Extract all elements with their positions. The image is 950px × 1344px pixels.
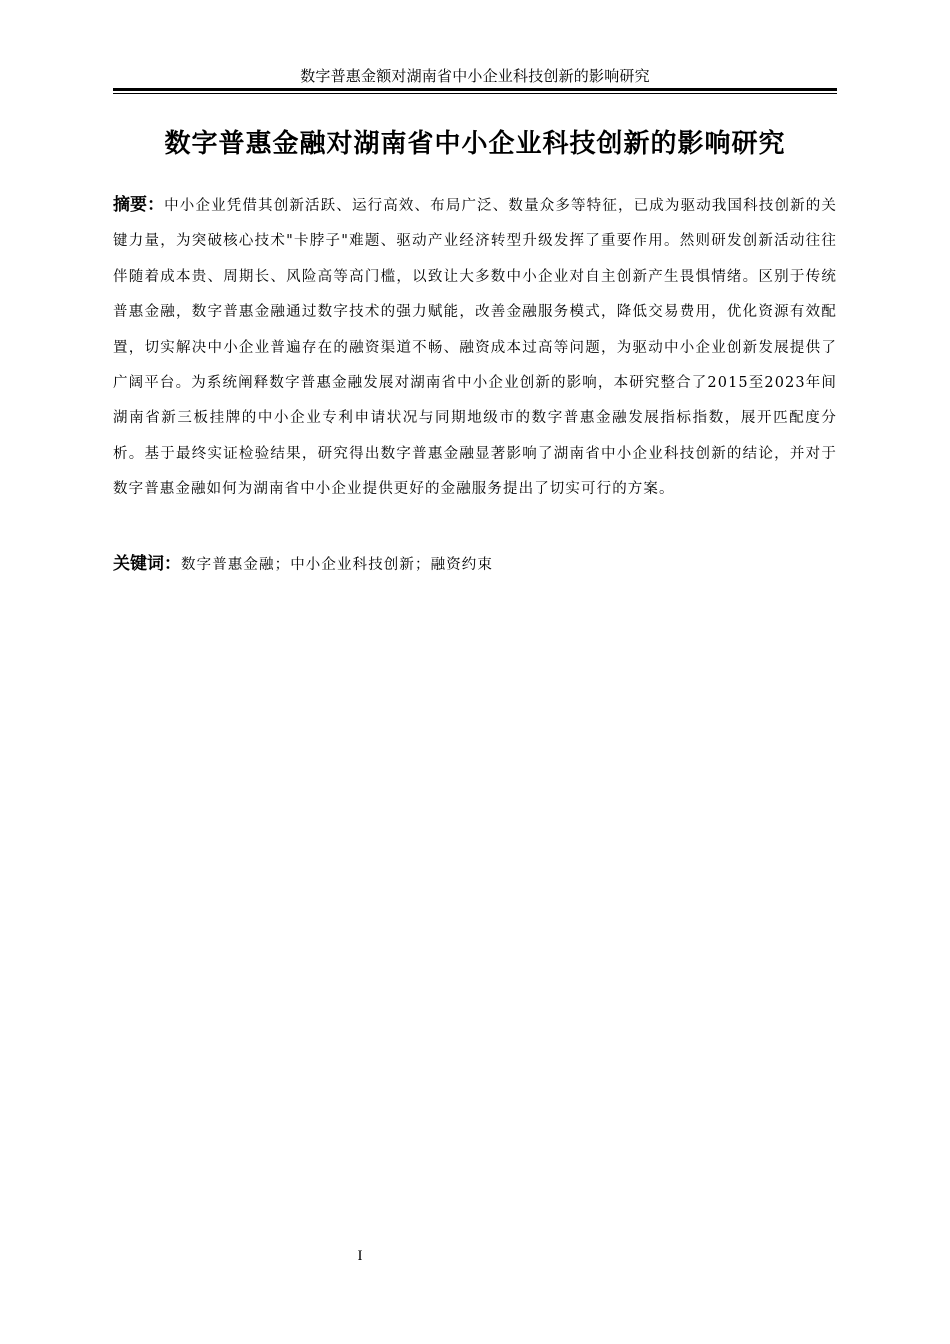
- keywords-label: 关键词：: [113, 554, 181, 574]
- header-rule-thick: [113, 88, 837, 91]
- keywords-text: 数字普惠金融；中小企业科技创新；融资约束: [181, 557, 493, 573]
- header-rule: [113, 88, 837, 94]
- abstract-label: 摘要：: [113, 195, 165, 215]
- running-header: 数字普惠金额对湖南省中小企业科技创新的影响研究: [300, 67, 650, 85]
- keywords-line: [113, 548, 837, 581]
- abstract-text: 中小企业凭借其创新活跃、运行高效、布局广泛、数量众多等特征，已成为驱动我国科技创新的关键力量，为突破核心技术"卡脖子"难题、驱动产业经济转型升级发挥了重要作用。然则研发创新活动往往伴随着成本贵、周期长、风险高等高门槛，以致让大多数中小企业对自主创新产生畏惧情绪。区别于传统普惠金融，数字普惠金融通过数字技术的强力赋能，改善金融服务模式，降低交易费用，优化资源有效配置，切实解决中小企业普遍存在的融资渠道不畅、融资成本过高等问题，为驱动中小企业创新发展提供了广阔平台。为系统阐释数字普惠金融发展对湖南省中小企业创新的影响，本研究整合了2015至2023年间湖南省新三板挂牌的中小企业专利申请状况与同期地级市的数字普惠金融发展指标指数，展开匹配度分析。基于最终实证检验结果，研究得出数字普惠金融显著影响了湖南省中小企业科技创新的结论，并对于数字普惠金融如何为湖南省中小企业提供更好的金融服务提出了切实可行的方案。: [113, 198, 838, 498]
- page-number: I: [357, 1248, 363, 1264]
- document-title: 数字普惠金融对湖南省中小企业科技创新的影响研究: [164, 129, 786, 159]
- header-rule-thin: [113, 93, 837, 94]
- abstract-paragraph: [113, 188, 837, 508]
